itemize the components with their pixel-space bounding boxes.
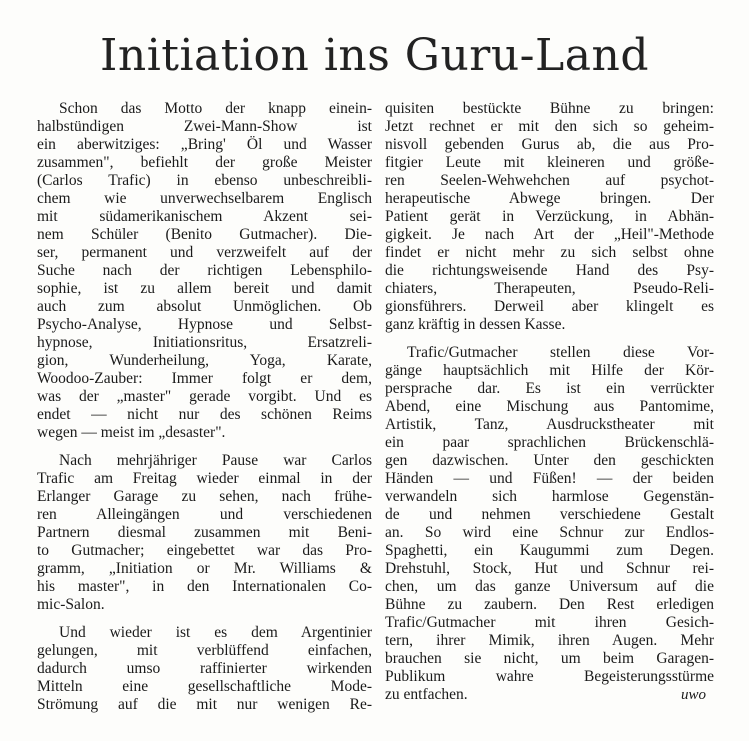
- text-line: Mitteln eine gesellschaftliche Mode-: [37, 678, 372, 695]
- text-line: zusammen", befiehlt der große Meister: [37, 154, 372, 171]
- text-line: Jetzt rechnet er mit den sich so geheim-: [385, 118, 714, 135]
- text-line: tern, ihrer Mimik, ihren Augen. Mehr: [385, 632, 714, 649]
- text-line: endet — nicht nur des schönen Reims: [37, 406, 372, 423]
- text-line: fitgier Leute mit kleineren und größe-: [385, 154, 714, 171]
- text-line: Erlanger Garage zu sehen, nach frühe-: [37, 488, 372, 505]
- text-line: gion, Wunderheilung, Yoga, Karate,: [37, 352, 372, 369]
- text-line: Spaghetti, ein Kaugummi zum Degen.: [385, 542, 714, 559]
- text-line: chiaters, Therapeuten, Pseudo-Reli-: [385, 280, 714, 297]
- text-line: Bühne zu zaubern. Den Rest erledigen: [385, 596, 714, 613]
- text-line: die richtungsweisende Hand des Psy-: [385, 262, 714, 279]
- text-line: Nach mehrjähriger Pause war Carlos: [59, 452, 372, 469]
- text-line: chem wie unverwechselbarem Englisch: [37, 190, 372, 207]
- paragraph: [385, 100, 714, 334]
- paragraph: [37, 624, 372, 714]
- text-line: gramm, „Initiation or Mr. Williams &: [37, 560, 372, 577]
- text-line: wegen — meist im „desaster".: [37, 424, 226, 441]
- text-line: to Gutmacher; eingebettet war das Pro-: [37, 542, 372, 559]
- text-line: findet er nicht mehr zu sich selbst ohne: [385, 244, 714, 261]
- text-line: auch zum absolut Unmöglichen. Ob: [37, 298, 372, 315]
- left-column: [37, 100, 372, 714]
- text-line: Suche nach der richtigen Lebensphilo-: [37, 262, 372, 279]
- text-line: persprache dar. Es ist ein verrückter: [385, 380, 714, 397]
- text-line: was der „master" gerade vorgibt. Und es: [37, 388, 372, 405]
- text-line: gänge hauptsächlich mit Hilfe der Kör-: [385, 362, 714, 379]
- text-line: gigkeit. Je nach Art der „Heil"-Methode: [385, 226, 714, 243]
- text-line: Drehstuhl, Stock, Hut und Schnur rei-: [385, 560, 714, 577]
- text-line: ein aberwitziges: „Bring' Öl und Wasser: [37, 136, 372, 153]
- text-line: an. So wird eine Schnur zur Endlos-: [385, 524, 714, 541]
- text-line: Psycho-Analyse, Hypnose und Selbst-: [37, 316, 372, 333]
- text-line: ren Seelen-Wehwehchen auf psychot-: [385, 172, 714, 189]
- text-line: nisvoll gebenden Gurus ab, die aus Pro-: [385, 136, 714, 153]
- article-headline: Initiation ins Guru-Land: [99, 30, 649, 81]
- text-line: Trafic/Gutmacher stellen diese Vor-: [407, 344, 714, 361]
- right-column: [385, 100, 714, 704]
- text-line: gen dazwischen. Unter den geschickten: [385, 452, 714, 469]
- text-line: Strömung auf die mit nur wenigen Re-: [37, 696, 372, 713]
- text-line: gionsführers. Derweil aber klingelt es: [385, 298, 714, 315]
- text-line: mic-Salon.: [37, 596, 105, 613]
- text-line: Trafic am Freitag wieder einmal in der: [37, 470, 372, 487]
- text-line: mit südamerikanischem Akzent sei-: [37, 208, 372, 225]
- text-line: ein paar sprachlichen Brückenschlä-: [385, 434, 714, 451]
- text-line: (Carlos Trafic) in ebenso unbeschreibli-: [37, 172, 372, 189]
- text-line: ganz kräftig in dessen Kasse.: [385, 316, 566, 333]
- text-line: Schon das Motto der knapp einein-: [59, 100, 372, 117]
- text-line: Trafic/Gutmacher mit ihren Gesich-: [385, 614, 714, 631]
- text-line: quisiten bestückte Bühne zu bringen:: [385, 100, 714, 117]
- text-line: Artistik, Tanz, Ausdruckstheater mit: [385, 416, 714, 433]
- text-line: brauchen sie nicht, um beim Garagen-: [385, 650, 714, 667]
- text-line: de und nehmen verschiedene Gestalt: [385, 506, 714, 523]
- text-line: sophie, ist zu allem bereit und damit: [37, 280, 372, 297]
- text-line: halbstündigen Zwei-Mann-Show ist: [37, 118, 372, 135]
- text-line: ser, permanent und verzweifelt auf der: [37, 244, 372, 261]
- text-line: Patient gerät in Verzückung, in Abhän-: [385, 208, 714, 225]
- paragraph: [37, 100, 372, 442]
- text-line: Händen — und Füßen! — der beiden: [385, 470, 714, 487]
- text-line: chen, um das ganze Universum auf die: [385, 578, 714, 595]
- text-line: his master", in den Internationalen Co-: [37, 578, 372, 595]
- text-line: Woodoo-Zauber: Immer folgt er dem,: [37, 370, 372, 387]
- text-line: nem Schüler (Benito Gutmacher). Die-: [37, 226, 372, 243]
- text-line: hypnose, Initiationsritus, Ersatzreli-: [37, 334, 372, 351]
- text-line: herapeutische Abwege bringen. Der: [385, 190, 714, 207]
- text-line: ren Alleingängen und verschiedenen: [37, 506, 372, 523]
- text-line: zu entfachen.: [385, 686, 468, 703]
- text-line: verwandeln sich harmlose Gegenstän-: [385, 488, 714, 505]
- text-line: Partnern diesmal zusammen mit Beni-: [37, 524, 372, 541]
- paragraph: [37, 452, 372, 614]
- author-signature: uwo: [680, 687, 706, 703]
- text-line: gelungen, mit verblüffend einfachen,: [37, 642, 372, 659]
- text-line: Abend, eine Mischung aus Pantomime,: [385, 398, 714, 415]
- text-line: Publikum wahre Begeisterungsstürme: [385, 668, 714, 685]
- paragraph: [385, 344, 714, 704]
- text-line: dadurch umso raffinierter wirkenden: [37, 660, 372, 677]
- text-line: Und wieder ist es dem Argentinier: [59, 624, 372, 641]
